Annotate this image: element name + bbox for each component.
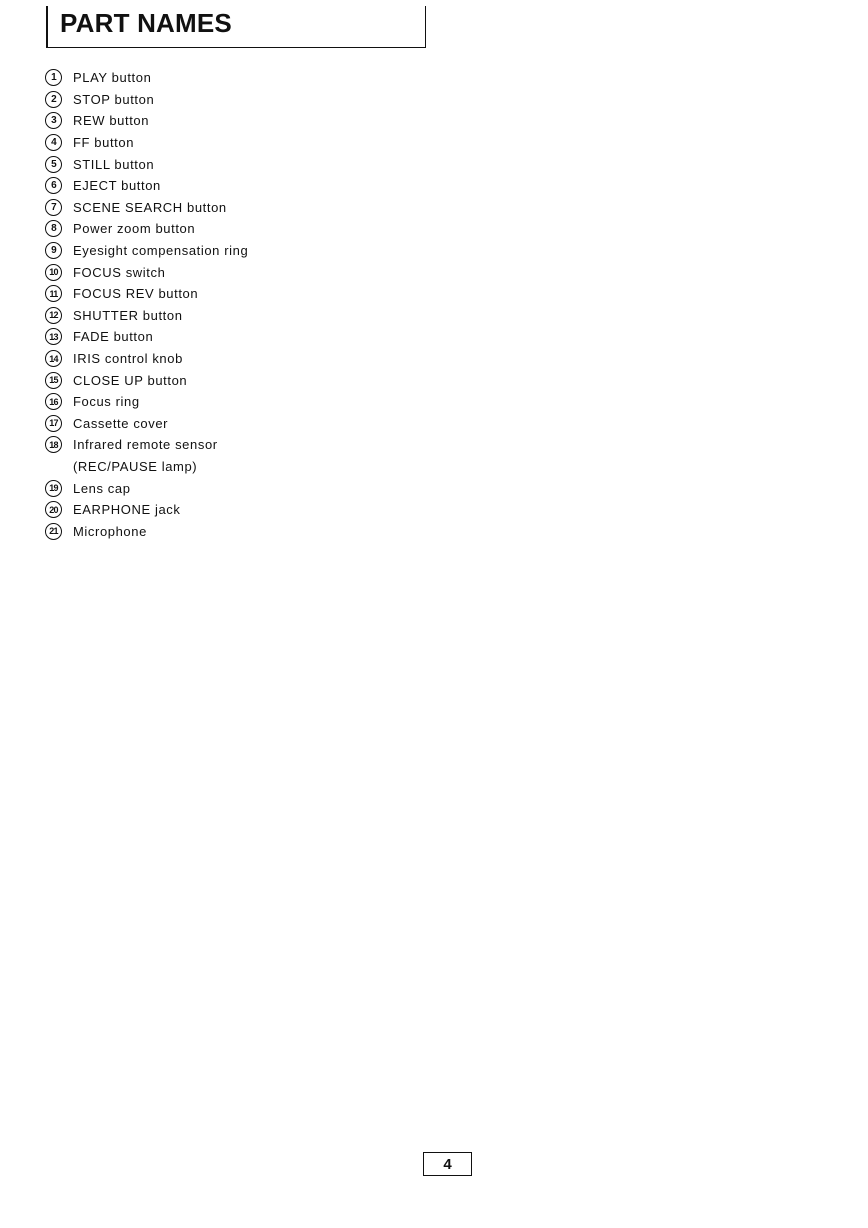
part-row bbox=[45, 391, 248, 413]
part-list-item bbox=[45, 326, 248, 348]
part-label: Eyesight compensation ring bbox=[73, 243, 249, 259]
part-number-badge: 20 bbox=[45, 501, 62, 518]
part-list-item bbox=[45, 218, 248, 240]
part-row bbox=[45, 153, 248, 175]
part-label: REW button bbox=[73, 113, 150, 129]
part-number-badge: 17 bbox=[45, 415, 62, 432]
part-label: SCENE SEARCH button bbox=[73, 199, 227, 215]
page-number: 4 bbox=[423, 1152, 472, 1176]
part-row bbox=[45, 67, 248, 89]
part-list-item bbox=[45, 110, 248, 132]
part-number-badge: 21 bbox=[45, 523, 62, 540]
part-number-badge: 15 bbox=[45, 372, 62, 389]
part-names-list bbox=[45, 67, 248, 542]
part-list-item bbox=[45, 520, 248, 542]
part-list-item bbox=[45, 197, 248, 219]
part-number-badge: 11 bbox=[45, 285, 62, 302]
part-label: IRIS control knob bbox=[73, 351, 183, 367]
part-number-badge: 4 bbox=[45, 134, 62, 151]
part-label: FF button bbox=[73, 135, 135, 151]
part-number-badge: 9 bbox=[45, 242, 62, 259]
part-row bbox=[45, 218, 248, 240]
part-label: EJECT button bbox=[73, 178, 161, 194]
part-list-item bbox=[45, 153, 248, 175]
part-list-item bbox=[45, 391, 248, 413]
part-number-badge: 10 bbox=[45, 264, 62, 281]
part-sublabel: (REC/PAUSE lamp) bbox=[73, 458, 198, 474]
part-label: Cassette cover bbox=[73, 415, 169, 431]
part-row bbox=[45, 413, 248, 435]
part-number-badge: 19 bbox=[45, 480, 62, 497]
part-row bbox=[45, 434, 248, 456]
part-list-item bbox=[45, 132, 248, 154]
part-list-item bbox=[45, 499, 248, 521]
part-row bbox=[45, 499, 248, 521]
part-list-item bbox=[45, 283, 248, 305]
part-row bbox=[45, 132, 248, 154]
part-label: STOP button bbox=[73, 91, 155, 107]
part-row bbox=[45, 520, 248, 542]
part-list-item bbox=[45, 477, 248, 499]
part-row bbox=[45, 240, 248, 262]
part-number-badge: 12 bbox=[45, 307, 62, 324]
part-list-item bbox=[45, 67, 248, 89]
part-label: FADE button bbox=[73, 329, 154, 345]
part-row bbox=[45, 326, 248, 348]
page-title-box bbox=[46, 6, 426, 48]
part-row bbox=[45, 348, 248, 370]
part-number-badge: 16 bbox=[45, 393, 62, 410]
part-row bbox=[45, 197, 248, 219]
part-number-badge: 1 bbox=[45, 69, 62, 86]
part-number-badge: 14 bbox=[45, 350, 62, 367]
part-row bbox=[45, 89, 248, 111]
part-list-item bbox=[45, 89, 248, 111]
part-row bbox=[45, 175, 248, 197]
part-list-item bbox=[45, 305, 248, 327]
part-row bbox=[45, 477, 248, 499]
part-label: SHUTTER button bbox=[73, 307, 183, 323]
part-row bbox=[45, 283, 248, 305]
part-number-badge: 2 bbox=[45, 91, 62, 108]
part-number-badge: 8 bbox=[45, 220, 62, 237]
part-row bbox=[45, 369, 248, 391]
part-list-item bbox=[45, 261, 248, 283]
part-label: PLAY button bbox=[73, 70, 152, 86]
part-number-badge: 18 bbox=[45, 436, 62, 453]
part-list-item bbox=[45, 413, 248, 435]
part-number-badge: 6 bbox=[45, 177, 62, 194]
part-label: Infrared remote sensor bbox=[73, 437, 218, 453]
part-label: FOCUS switch bbox=[73, 264, 166, 280]
part-list-item bbox=[45, 369, 248, 391]
part-number-badge: 5 bbox=[45, 156, 62, 173]
part-label: CLOSE UP button bbox=[73, 372, 188, 388]
part-label: STILL button bbox=[73, 156, 155, 172]
part-list-item bbox=[45, 348, 248, 370]
part-list-item bbox=[45, 175, 248, 197]
page-title: PART NAMES bbox=[60, 8, 232, 38]
part-list-item bbox=[45, 240, 248, 262]
part-label: EARPHONE jack bbox=[73, 502, 181, 518]
part-row bbox=[45, 110, 248, 132]
part-row bbox=[45, 261, 248, 283]
part-list-item bbox=[45, 434, 248, 477]
part-number-badge: 7 bbox=[45, 199, 62, 216]
part-label: Focus ring bbox=[73, 394, 140, 410]
part-label: Lens cap bbox=[73, 480, 131, 496]
part-row bbox=[45, 305, 248, 327]
part-label: FOCUS REV button bbox=[73, 286, 199, 302]
part-label: Microphone bbox=[73, 523, 147, 539]
part-number-badge: 13 bbox=[45, 328, 62, 345]
part-label: Power zoom button bbox=[73, 221, 196, 237]
part-number-badge: 3 bbox=[45, 112, 62, 129]
